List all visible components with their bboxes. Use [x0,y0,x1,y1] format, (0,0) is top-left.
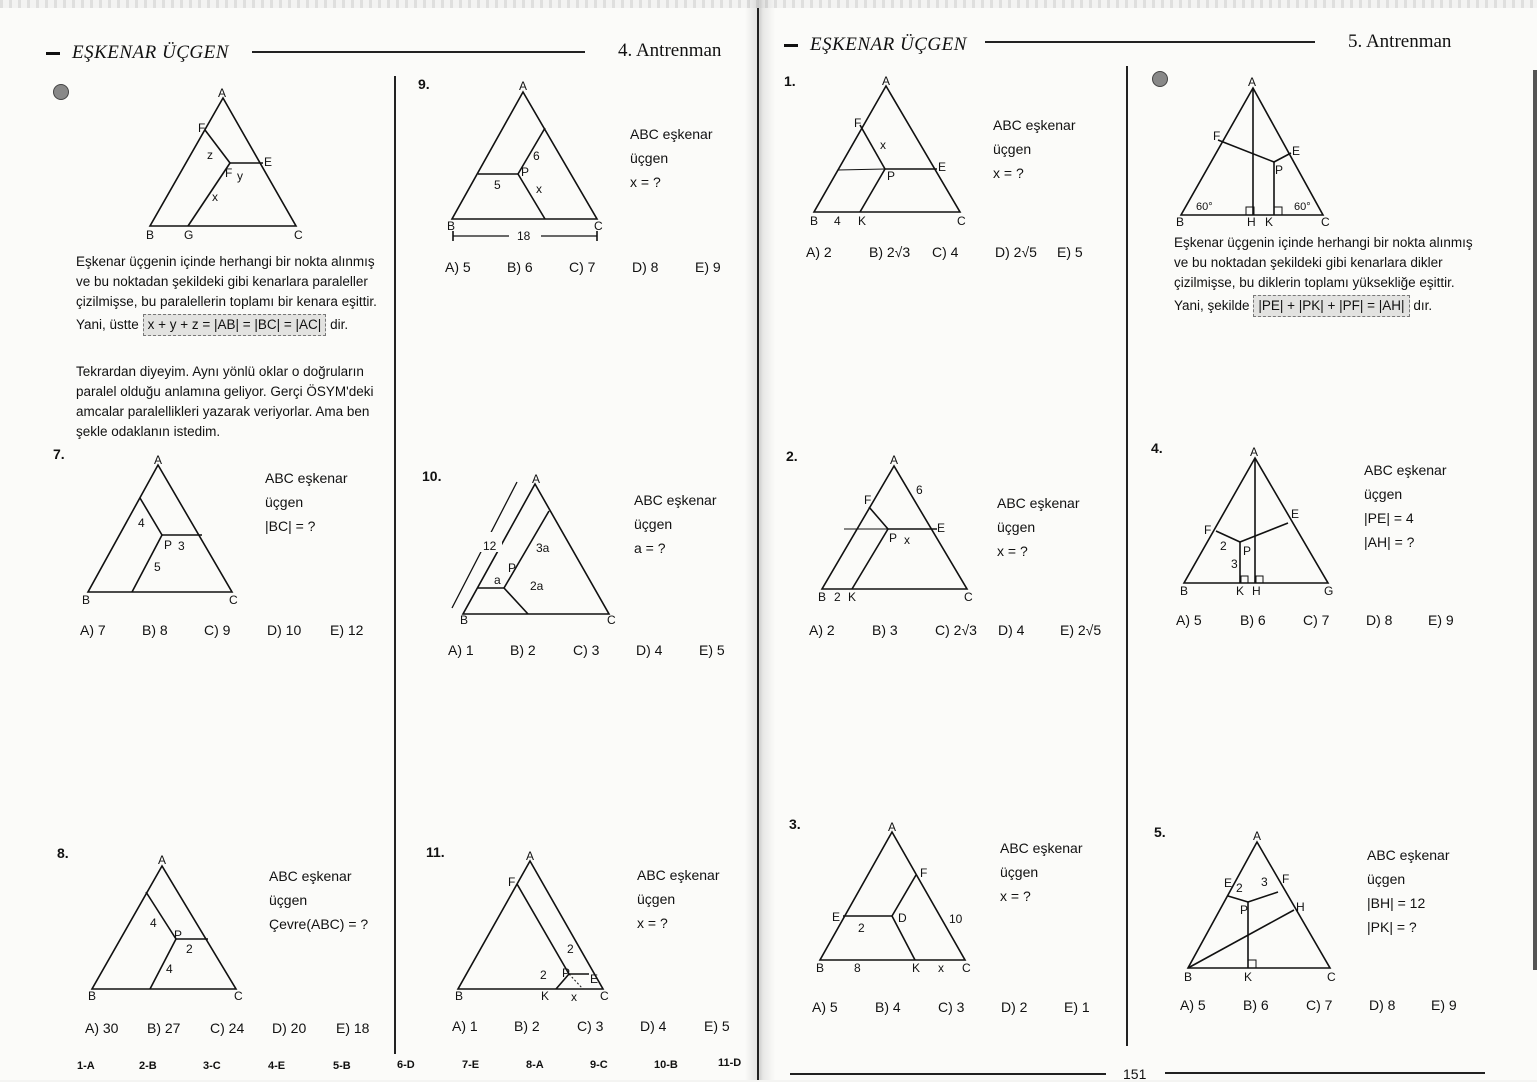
question-1-givens: ABC eşkenar üçgen x = ? [993,117,1076,181]
svg-text:A: A [532,472,541,486]
intro-figure-perpendiculars [1176,75,1336,230]
choice-d[interactable]: D) 8 [632,259,659,275]
choice-d[interactable]: D) 2 [1001,999,1028,1015]
svg-text:C: C [229,593,238,607]
svg-text:B: B [1180,584,1189,598]
column-divider [394,76,396,1054]
svg-text:B: B [1184,970,1193,984]
question-10-choices [448,642,725,658]
question-number: 3. [789,816,801,832]
svg-text:B: B [816,961,825,975]
svg-text:B: B [447,219,456,233]
choice-a[interactable]: A) 5 [445,259,471,275]
question-5-choices [1180,997,1457,1013]
question-4-choices [1176,612,1454,628]
choice-d[interactable]: D) 20 [272,1020,307,1036]
svg-text:G: G [1324,584,1334,598]
svg-text:C: C [1327,970,1336,984]
svg-text:8: 8 [854,961,861,975]
svg-text:P: P [1275,163,1284,177]
choice-c[interactable]: C) 9 [204,622,231,638]
svg-text:B: B [818,590,827,604]
question-8-givens: ABC eşkenar üçgen Çevre(ABC) = ? [269,868,369,932]
svg-text:B: B [1176,215,1185,229]
svg-text:C: C [607,613,616,627]
svg-text:F: F [198,121,206,135]
svg-text:F: F [1204,523,1212,537]
choice-d[interactable]: D) 2√5 [995,244,1037,260]
svg-text:A: A [1248,75,1257,89]
scan-right-edge [1533,70,1537,970]
svg-text:H: H [1252,584,1261,598]
question-3-givens: ABC eşkenar üçgen x = ? [1000,840,1083,904]
svg-text:F: F [854,116,862,130]
left-chapter-title: EŞKENAR ÜÇGEN [46,42,229,64]
svg-text:x: x [212,190,218,204]
answer-key-5: 5-B [333,1060,351,1072]
svg-text:H: H [1247,215,1256,229]
svg-text:F: F [864,493,872,507]
svg-text:F: F [1282,872,1290,886]
column-divider [1126,66,1128,1046]
intro-paragraph-right: Eşkenar üçgenin içinde herhangi bir nokta alınmış ve bu noktadan şekildeki gibi kenarlara dikler çizilmişse, bu diklerin toplamı yüksekliğe eşittir. Yani, şekilde |PE| + |PK| + |PF| = |AH| dır. [1174,233,1476,317]
answer-key-10: 10-B [654,1059,678,1071]
left-training-title: 4. Antrenman [618,40,722,61]
question-number: 5. [1154,824,1166,840]
question-5-figure [1182,829,1342,986]
svg-text:A: A [1250,445,1259,459]
choice-e[interactable]: E) 9 [695,259,721,275]
svg-text:10: 10 [949,912,963,926]
svg-text:E: E [264,155,273,169]
note-paragraph: Tekrardan diyeyim. Aynı yönlü oklar o doğruların paralel olduğu anlamına geliyor. Gerçi ÖSYM'deki amcalar paralellikleri yazarak veriyorlar. Ama ben şekle odaklanın istedim. [76,364,374,439]
choice-e[interactable]: E) 5 [699,642,725,658]
svg-text:F: F [508,875,516,889]
svg-text:E: E [1224,876,1233,890]
question-9-givens: ABC eşkenar üçgen x = ? [630,126,713,190]
svg-text:P: P [1240,903,1249,917]
answer-key-9: 9-C [590,1059,608,1071]
svg-text:E: E [938,160,947,174]
svg-text:2: 2 [1220,539,1227,553]
svg-text:A: A [888,820,897,834]
svg-text:K: K [912,961,921,975]
choice-b[interactable]: B) 2√3 [869,244,911,260]
svg-text:x: x [536,182,542,196]
choice-c[interactable]: C) 7 [569,259,596,275]
svg-text:x: x [904,533,910,547]
svg-text:P: P [1243,544,1252,558]
book-spine-shadow [745,0,775,1080]
svg-text:4: 4 [150,916,157,930]
choice-d[interactable]: D) 8 [1369,997,1396,1013]
svg-text:2: 2 [567,942,574,956]
svg-text:K: K [541,989,550,1003]
question-number: 4. [1151,440,1163,456]
choice-b[interactable]: B) 2 [510,642,536,658]
svg-text:60°: 60° [1196,201,1213,213]
intro-figure-parallels [140,86,310,242]
svg-text:2a: 2a [530,579,544,593]
svg-text:F: F [1213,129,1221,143]
choice-d[interactable]: D) 4 [998,622,1025,638]
choice-c[interactable]: C) 3 [938,999,965,1015]
question-5-givens: ABC eşkenar üçgen |BH| = 12 |PK| = ? [1367,847,1450,935]
question-number: 1. [784,73,796,89]
choice-c[interactable]: C) 3 [573,642,600,658]
question-number: 2. [786,448,798,464]
svg-text:A: A [154,453,163,467]
svg-text:K: K [858,214,867,228]
svg-text:3a: 3a [536,541,550,555]
svg-text:K: K [1244,970,1253,984]
question-9-figure [445,79,615,252]
question-number: 8. [57,845,69,861]
svg-text:P: P [508,561,517,575]
svg-text:K: K [1265,215,1274,229]
page-number: 151 [1123,1066,1147,1082]
svg-text:E: E [590,972,599,986]
question-10-figure [450,472,620,627]
book-spine-line [757,8,759,1080]
svg-text:A: A [890,453,899,467]
svg-text:12: 12 [483,539,497,553]
choice-b[interactable]: B) 2 [514,1018,540,1034]
choice-c[interactable]: C) 4 [932,244,959,260]
choice-d[interactable]: D) 4 [640,1018,667,1034]
footer-rule-right [1165,1072,1485,1074]
svg-text:P: P [521,165,530,179]
svg-text:C: C [964,590,973,604]
choice-a[interactable]: A) 5 [812,999,838,1015]
answer-key-7: 7-E [462,1059,480,1071]
svg-text:C: C [594,219,603,233]
svg-text:A: A [519,79,528,93]
choice-b[interactable]: B) 6 [1243,997,1269,1013]
bullet-dot-icon [53,84,69,100]
choice-a[interactable]: A) 1 [448,642,474,658]
svg-text:C: C [294,228,303,242]
svg-text:4: 4 [138,516,145,530]
question-8-choices [85,1020,369,1036]
choice-c[interactable]: C) 3 [577,1018,604,1034]
svg-text:2: 2 [186,942,193,956]
answer-key-8: 8-A [526,1059,544,1071]
svg-text:G: G [184,228,194,242]
svg-text:4: 4 [166,962,173,976]
svg-text:B: B [460,613,469,627]
svg-text:H: H [1296,900,1305,914]
svg-text:P: P [887,169,896,183]
svg-text:C: C [962,961,971,975]
svg-text:E: E [1291,507,1300,521]
question-2-givens: ABC eşkenar üçgen x = ? [997,495,1080,559]
answer-key-6: 6-D [397,1059,415,1071]
svg-text:6: 6 [916,483,923,497]
answer-key-3: 3-C [203,1060,221,1072]
question-1-figure [810,74,980,230]
svg-text:3: 3 [1231,557,1238,571]
svg-text:2: 2 [834,590,841,604]
svg-text:F: F [225,166,233,180]
choice-d[interactable]: D) 10 [267,622,302,638]
svg-text:C: C [1321,215,1330,229]
svg-text:C: C [957,214,966,228]
question-7-figure [82,455,252,605]
highlighted-formula: |PE| + |PK| + |PF| = |AH| [1253,295,1409,317]
svg-text:P: P [889,531,898,545]
choice-a[interactable]: A) 30 [85,1020,119,1036]
svg-text:C: C [234,989,243,1003]
svg-text:y: y [237,169,243,183]
svg-text:E: E [1292,144,1301,158]
choice-d[interactable]: D) 8 [1366,612,1393,628]
svg-text:P: P [174,928,183,942]
svg-text:4: 4 [834,214,841,228]
title-dash [784,44,798,47]
question-10-givens: ABC eşkenar üçgen a = ? [634,492,717,556]
right-chapter-title: EŞKENAR ÜÇGEN [784,34,967,56]
answer-key-2: 2-B [139,1060,157,1072]
choice-c[interactable]: C) 7 [1303,612,1330,628]
choice-e[interactable]: E) 12 [330,622,364,638]
svg-text:B: B [88,989,97,1003]
question-4-figure [1180,445,1340,600]
svg-text:P: P [562,966,571,980]
choice-c[interactable]: C) 2√3 [935,622,977,638]
svg-text:6: 6 [533,149,540,163]
svg-text:C: C [600,989,609,1003]
choice-e[interactable]: E) 18 [336,1020,370,1036]
svg-text:3: 3 [1261,875,1268,889]
header-rule [985,41,1315,43]
svg-text:5: 5 [154,560,161,574]
svg-text:x: x [571,990,577,1004]
choice-e[interactable]: E) 1 [1064,999,1090,1015]
svg-text:A: A [218,86,227,100]
choice-b[interactable]: B) 6 [507,259,533,275]
question-3-figure [816,820,986,977]
svg-text:E: E [832,910,841,924]
choice-a[interactable]: A) 2 [806,244,832,260]
choice-a[interactable]: A) 5 [1180,997,1206,1013]
question-number: 11. [426,844,445,860]
choice-a[interactable]: A) 5 [1176,612,1202,628]
svg-text:B: B [455,989,464,1003]
svg-text:2: 2 [1236,881,1243,895]
svg-text:K: K [1236,584,1245,598]
question-11-choices [452,1018,730,1034]
svg-text:2: 2 [540,968,547,982]
svg-text:A: A [158,853,167,867]
choice-e[interactable]: E) 9 [1431,997,1457,1013]
question-1-choices [806,244,1083,260]
answer-key-4: 4-E [268,1060,286,1072]
svg-text:A: A [1253,829,1262,843]
question-11-figure [455,849,625,1005]
question-number: 7. [53,446,65,462]
choice-e[interactable]: E) 5 [1057,244,1083,260]
choice-e[interactable]: E) 9 [1428,612,1454,628]
question-2-figure [816,453,986,608]
question-7-choices [80,622,363,638]
choice-b[interactable]: B) 8 [142,622,168,638]
question-3-choices [812,999,1090,1015]
choice-a[interactable]: A) 7 [80,622,106,638]
svg-text:B: B [82,593,91,607]
svg-text:2: 2 [858,921,865,935]
choice-a[interactable]: A) 1 [452,1018,478,1034]
svg-text:x: x [880,138,886,152]
title-dash [46,52,60,55]
question-11-givens: ABC eşkenar üçgen x = ? [637,867,720,931]
choice-c[interactable]: C) 24 [210,1020,245,1036]
svg-text:5: 5 [494,178,501,192]
svg-text:18: 18 [517,229,531,243]
header-rule [252,51,585,53]
right-training-title: 5. Antrenman [1348,31,1452,52]
highlighted-formula: x + y + z = |AB| = |BC| = |AC| [143,314,327,336]
svg-text:E: E [937,521,946,535]
svg-text:60°: 60° [1294,201,1311,213]
svg-text:a: a [494,573,501,587]
question-8-figure [86,852,256,1002]
choice-e[interactable]: E) 2√5 [1060,622,1102,638]
question-4-givens: ABC eşkenar üçgen |PE| = 4 |AH| = ? [1364,462,1447,550]
question-7-givens: ABC eşkenar üçgen |BC| = ? [265,470,348,534]
bullet-dot-icon [1152,71,1168,87]
svg-text:B: B [146,228,155,242]
choice-b[interactable]: B) 4 [875,999,901,1015]
svg-text:A: A [882,74,891,88]
choice-b[interactable]: B) 3 [872,622,898,638]
choice-d[interactable]: D) 4 [636,642,663,658]
footer-rule-left [790,1073,1106,1075]
choice-e[interactable]: E) 5 [704,1018,730,1034]
svg-text:K: K [848,590,857,604]
svg-text:3: 3 [178,539,185,553]
question-number: 9. [418,76,430,92]
answer-key-1: 1-A [77,1060,95,1072]
choice-b[interactable]: B) 6 [1240,612,1266,628]
choice-a[interactable]: A) 2 [809,622,835,638]
choice-c[interactable]: C) 7 [1306,997,1333,1013]
svg-text:P: P [164,538,173,552]
svg-text:F: F [920,866,928,880]
answer-key-11: 11-D [718,1057,742,1069]
choice-b[interactable]: B) 27 [147,1020,181,1036]
svg-text:x: x [938,961,944,975]
svg-text:B: B [810,214,819,228]
question-9-choices [445,259,721,275]
svg-text:D: D [898,911,907,925]
svg-text:z: z [207,148,213,162]
svg-text:A: A [526,849,535,863]
question-number: 10. [422,468,442,484]
question-2-choices [809,622,1101,638]
intro-paragraph: Eşkenar üçgenin içinde herhangi bir nokta alınmış ve bu noktadan şekildeki gibi kenarlara paraleller çizilmişse, bu paralellerin toplamı bir kenara eşittir. Yani, üstte x + y + z = |AB| = |BC| = |AC| dir. [76,252,382,336]
